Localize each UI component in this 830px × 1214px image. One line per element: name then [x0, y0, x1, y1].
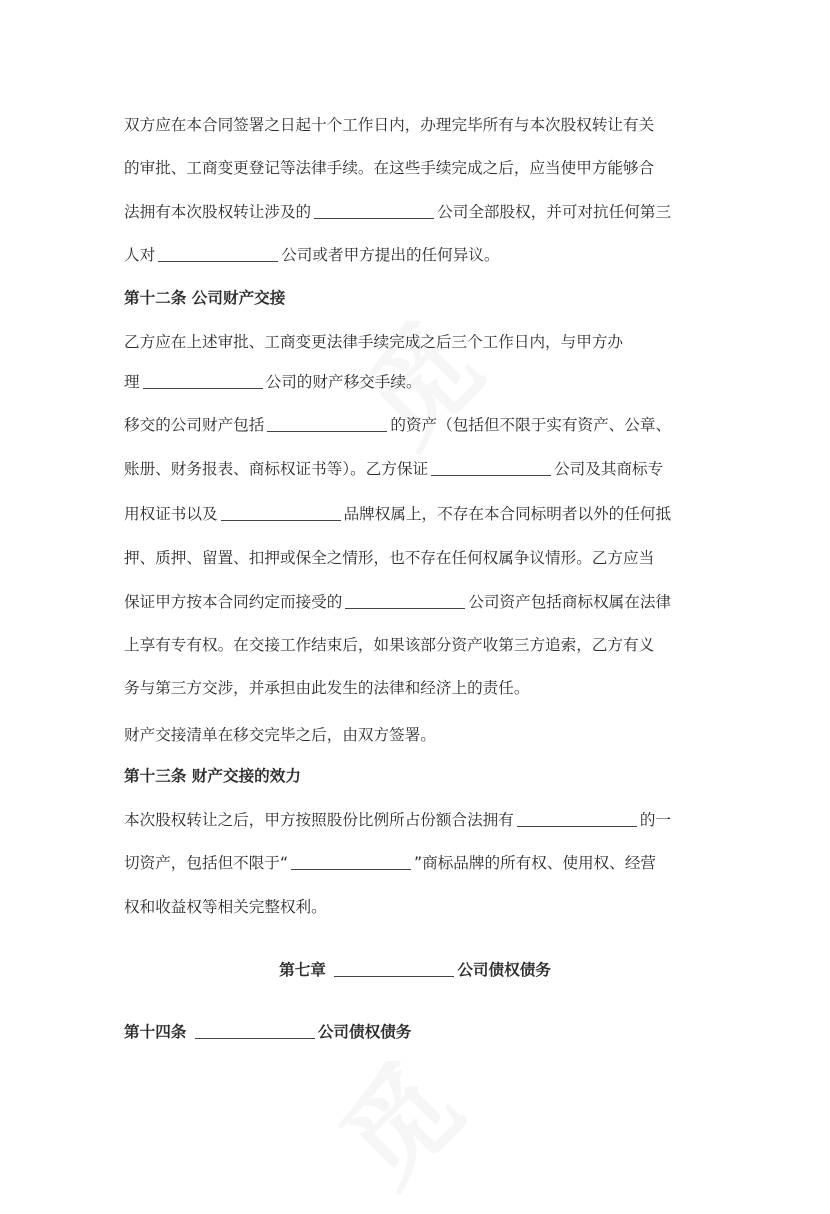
- paragraph-line: [124, 810, 671, 830]
- paragraph-line: [124, 548, 654, 568]
- paragraph-line: [124, 635, 654, 655]
- text-segment: 公司及其商标专: [554, 460, 664, 478]
- text-segment: 押、质押、留置、扣押或保全之情形，也不存在任何权属争议情形。乙方应当: [124, 549, 655, 567]
- text-segment: 的一: [639, 811, 672, 829]
- fill-in-blank: [517, 810, 637, 827]
- fill-in-blank: [143, 372, 263, 389]
- text-segment: 本次股权转让之后，甲方按照股份比例所占份额合法拥有: [124, 811, 514, 829]
- watermark: [300, 1024, 490, 1214]
- text-segment: 的审批、工商变更登记等法律手续。在这些手续完成之后，应当使甲方能够合: [124, 159, 655, 177]
- text-segment: 法拥有本次股权转让涉及的: [124, 203, 312, 221]
- paragraph-line: [124, 725, 436, 745]
- text-segment: 双方应在本合同签署之日起十个工作日内，办理完毕所有与本次股权转让有关: [124, 116, 655, 134]
- paragraph-line: [124, 115, 654, 135]
- fill-in-blank: [221, 504, 341, 521]
- paragraph-line: [124, 415, 671, 435]
- paragraph-line: [124, 372, 422, 392]
- fill-in-blank: [345, 592, 465, 609]
- paragraph-line: [124, 332, 623, 352]
- text-segment: 品牌权属上，不存在本合同标明者以外的任何抵: [343, 505, 672, 523]
- text-segment: 的资产（包括但不限于实有资产、公章、: [390, 416, 672, 434]
- text-segment: 权和收益权等相关完整权利。: [124, 898, 327, 916]
- text-segment: 账册、财务报表、商标权证书等）。乙方保证: [124, 460, 429, 478]
- fill-in-blank: [158, 245, 278, 262]
- text-segment: 上享有专有权。在交接工作结束后，如果该部分资产收第三方追索，乙方有义: [124, 636, 655, 654]
- section-heading: [124, 1022, 411, 1042]
- text-segment: 乙方应在上述审批、工商变更法律手续完成之后三个工作日内，与甲方办: [124, 333, 624, 351]
- text-segment: ”商标品牌的所有权、使用权、经营: [414, 854, 657, 872]
- text-segment: 第十四条: [124, 1023, 192, 1041]
- text-segment: 移交的公司财产包括: [124, 416, 265, 434]
- fill-in-blank: [334, 960, 454, 977]
- paragraph-line: [124, 592, 671, 612]
- text-segment: 公司全部股权，并可对抗任何第三: [437, 203, 672, 221]
- fill-in-blank: [431, 459, 551, 476]
- paragraph-line: [124, 158, 654, 178]
- paragraph-line: [124, 459, 663, 479]
- text-segment: 公司资产包括商标权属在法律: [468, 593, 672, 611]
- text-segment: 第十二条 公司财产交接: [124, 289, 286, 307]
- text-segment: 用权证书以及: [124, 505, 218, 523]
- text-segment: 公司债权债务: [457, 961, 551, 979]
- text-segment: 公司的财产移交手续。: [265, 373, 422, 391]
- fill-in-blank: [267, 415, 387, 432]
- text-segment: 人对: [124, 246, 156, 264]
- section-heading: [0, 960, 830, 980]
- paragraph-line: [124, 202, 671, 222]
- paragraph-line: [124, 245, 500, 265]
- text-segment: 务与第三方交涉，并承担由此发生的法律和经济上的责任。: [124, 679, 530, 697]
- text-segment: 公司债权债务: [317, 1023, 412, 1041]
- text-segment: 公司或者甲方提出的任何异议。: [281, 246, 500, 264]
- fill-in-blank: [291, 853, 411, 870]
- paragraph-line: [124, 678, 529, 698]
- section-heading: [124, 766, 301, 786]
- text-segment: 理: [124, 373, 140, 391]
- text-segment: 第七章: [279, 961, 332, 979]
- fill-in-blank: [314, 202, 434, 219]
- fill-in-blank: [195, 1022, 315, 1039]
- paragraph-line: [124, 853, 656, 873]
- text-segment: 保证甲方按本合同约定而接受的: [124, 593, 343, 611]
- text-segment: 第十三条 财产交接的效力: [124, 767, 301, 785]
- paragraph-line: [124, 504, 671, 524]
- text-segment: 切资产，包括但不限于“: [124, 854, 289, 872]
- text-segment: 财产交接清单在移交完毕之后，由双方签署。: [124, 726, 436, 744]
- section-heading: [124, 288, 285, 308]
- paragraph-line: [124, 897, 327, 917]
